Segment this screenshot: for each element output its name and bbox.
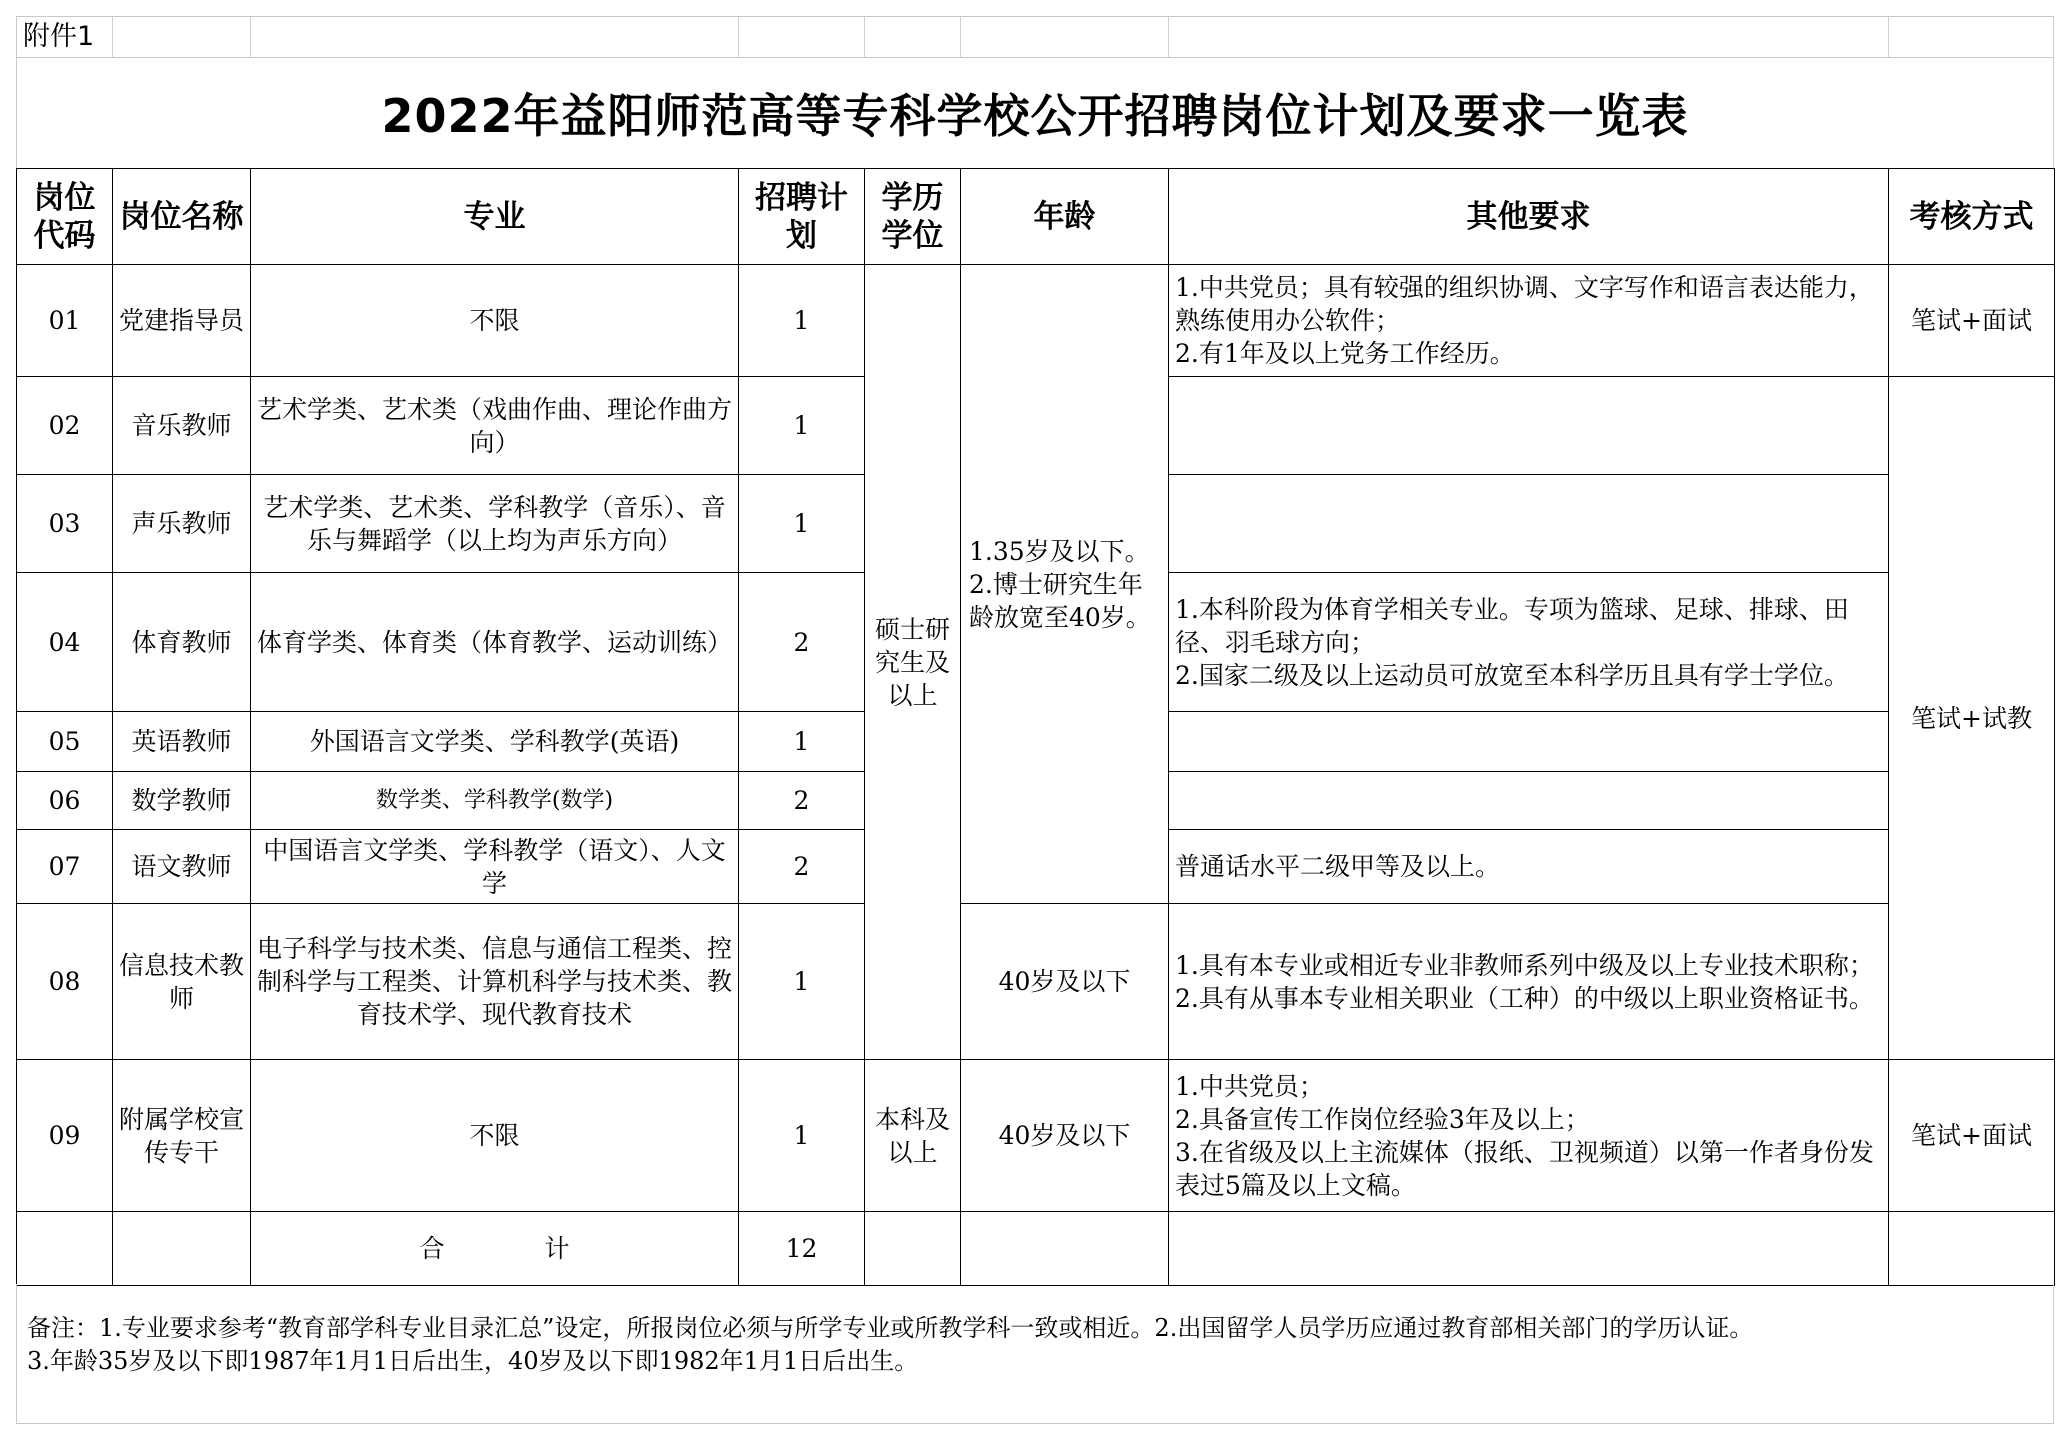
post-code: 08 [17, 904, 113, 1060]
post-plan: 1 [739, 475, 865, 573]
post-name: 数学教师 [113, 772, 251, 830]
req-line: 普通话水平二级甲等及以上。 [1175, 852, 1501, 881]
post-major: 中国语言文学类、学科教学（语文）、人文学 [251, 830, 739, 904]
header-plan: 招聘计划 [739, 169, 865, 265]
post-major: 不限 [251, 1060, 739, 1212]
grid-cell [739, 17, 865, 57]
total-empty-cell [113, 1212, 251, 1286]
total-empty-cell [1889, 1212, 2055, 1286]
assessment-merged: 笔试+试教 [1889, 377, 2055, 1060]
table-row [17, 265, 2055, 377]
req-line: 1.本科阶段为体育学相关专业。专项为篮球、足球、排球、田径、羽毛球方向； [1175, 594, 1849, 657]
post-plan: 1 [739, 265, 865, 377]
header-age: 年龄 [961, 169, 1169, 265]
post-other [1169, 712, 1889, 772]
post-code: 06 [17, 772, 113, 830]
post-major: 电子科学与技术类、信息与通信工程类、控制科学与工程类、计算机科学与技术类、教育技术学、现代教育技术 [251, 904, 739, 1060]
grid-cell [1169, 17, 1889, 57]
req-line: 1.具有本专业或相近专业非教师系列中级及以上专业技术职称； [1175, 950, 1874, 980]
post-age: 40岁及以下 [961, 1060, 1169, 1212]
table-row [17, 904, 2055, 1060]
post-other [1169, 904, 1889, 1060]
header-education: 学历学位 [865, 169, 961, 265]
post-major: 艺术学类、艺术类、学科教学（音乐）、音乐与舞蹈学（以上均为声乐方向） [251, 475, 739, 573]
annex-row [16, 16, 2054, 58]
post-plan: 2 [739, 830, 865, 904]
post-other [1169, 265, 1889, 377]
req-line: 1.中共党员；具有较强的组织协调、文字写作和语言表达能力，熟练使用办公软件； [1175, 273, 1874, 335]
post-other [1169, 377, 1889, 475]
post-plan: 1 [739, 904, 865, 1060]
req-line: 1.中共党员； [1175, 1071, 1324, 1101]
annex-label: 附件1 [17, 17, 113, 57]
post-other [1169, 772, 1889, 830]
age-merged [961, 265, 1169, 904]
header-code: 岗位代码 [17, 169, 113, 265]
header-row [17, 169, 2055, 265]
header-assessment: 考核方式 [1889, 169, 2055, 265]
post-name: 英语教师 [113, 712, 251, 772]
post-code: 01 [17, 265, 113, 377]
grid-cell [865, 17, 961, 57]
req-line: 2.国家二级及以上运动员可放宽至本科学历且具有学士学位。 [1175, 660, 1849, 690]
post-age: 40岁及以下 [961, 904, 1169, 1060]
total-label: 合 计 [251, 1212, 739, 1286]
table-row [17, 1060, 2055, 1212]
total-empty-cell [865, 1212, 961, 1286]
post-plan: 1 [739, 712, 865, 772]
post-code: 07 [17, 830, 113, 904]
post-code: 05 [17, 712, 113, 772]
post-name: 体育教师 [113, 573, 251, 712]
post-name: 附属学校宣传专干 [113, 1060, 251, 1212]
req-line: 3.在省级及以上主流媒体（报纸、卫视频道）以第一作者身份发表过5篇及以上文稿。 [1175, 1137, 1874, 1200]
total-row [17, 1212, 2055, 1286]
total-empty-cell [17, 1212, 113, 1286]
post-plan: 1 [739, 377, 865, 475]
header-name: 岗位名称 [113, 169, 251, 265]
post-major: 不限 [251, 265, 739, 377]
post-assessment: 笔试+面试 [1889, 265, 2055, 377]
header-other: 其他要求 [1169, 169, 1889, 265]
post-assessment: 笔试+面试 [1889, 1060, 2055, 1212]
post-plan: 2 [739, 573, 865, 712]
page-title: 2022年益阳师范高等专科学校公开招聘岗位计划及要求一览表 [381, 89, 1689, 143]
total-empty-cell [961, 1212, 1169, 1286]
post-major: 艺术学类、艺术类（戏曲作曲、理论作曲方向） [251, 377, 739, 475]
grid-cell [251, 17, 739, 57]
post-name: 信息技术教师 [113, 904, 251, 1060]
post-major: 体育学类、体育类（体育教学、运动训练） [251, 573, 739, 712]
post-code: 02 [17, 377, 113, 475]
age-line: 2.博士研究生年龄放宽至40岁。 [969, 569, 1151, 632]
post-name: 党建指导员 [113, 265, 251, 377]
post-plan: 2 [739, 772, 865, 830]
grid-cell [1889, 17, 2053, 57]
post-name: 语文教师 [113, 830, 251, 904]
post-code: 09 [17, 1060, 113, 1212]
post-major: 数学类、学科教学(数学) [251, 772, 739, 830]
post-education: 本科及以上 [865, 1060, 961, 1212]
post-other [1169, 830, 1889, 904]
age-line: 1.35岁及以下。 [969, 536, 1150, 566]
total-plan: 12 [739, 1212, 865, 1286]
req-line: 2.有1年及以上党务工作经历。 [1175, 339, 1515, 368]
post-other [1169, 1060, 1889, 1212]
header-major: 专业 [251, 169, 739, 265]
req-line: 2.具备宣传工作岗位经验3年及以上； [1175, 1104, 1590, 1134]
remark-line: 备注：1.专业要求参考“教育部学科专业目录汇总”设定，所报岗位必须与所学专业或所教学科一致或相近。2.出国留学人员学历应通过教育部相关部门的学历认证。 [27, 1314, 1754, 1342]
recruitment-table [16, 168, 2055, 1286]
post-plan: 1 [739, 1060, 865, 1212]
post-code: 04 [17, 573, 113, 712]
post-name: 声乐教师 [113, 475, 251, 573]
post-other [1169, 573, 1889, 712]
grid-cell [961, 17, 1169, 57]
education-merged: 硕士研究生及以上 [865, 265, 961, 1060]
total-empty-cell [1169, 1212, 1889, 1286]
grid-cell [113, 17, 251, 57]
remark-line: 3.年龄35岁及以下即1987年1月1日后出生，40岁及以下即1982年1月1日后出生。 [27, 1347, 919, 1375]
req-line: 2.具有从事本专业相关职业（工种）的中级以上职业资格证书。 [1175, 983, 1874, 1013]
title-row [16, 58, 2054, 168]
post-other [1169, 475, 1889, 573]
remarks [16, 1284, 2054, 1424]
post-code: 03 [17, 475, 113, 573]
post-major: 外国语言文学类、学科教学(英语) [251, 712, 739, 772]
post-name: 音乐教师 [113, 377, 251, 475]
